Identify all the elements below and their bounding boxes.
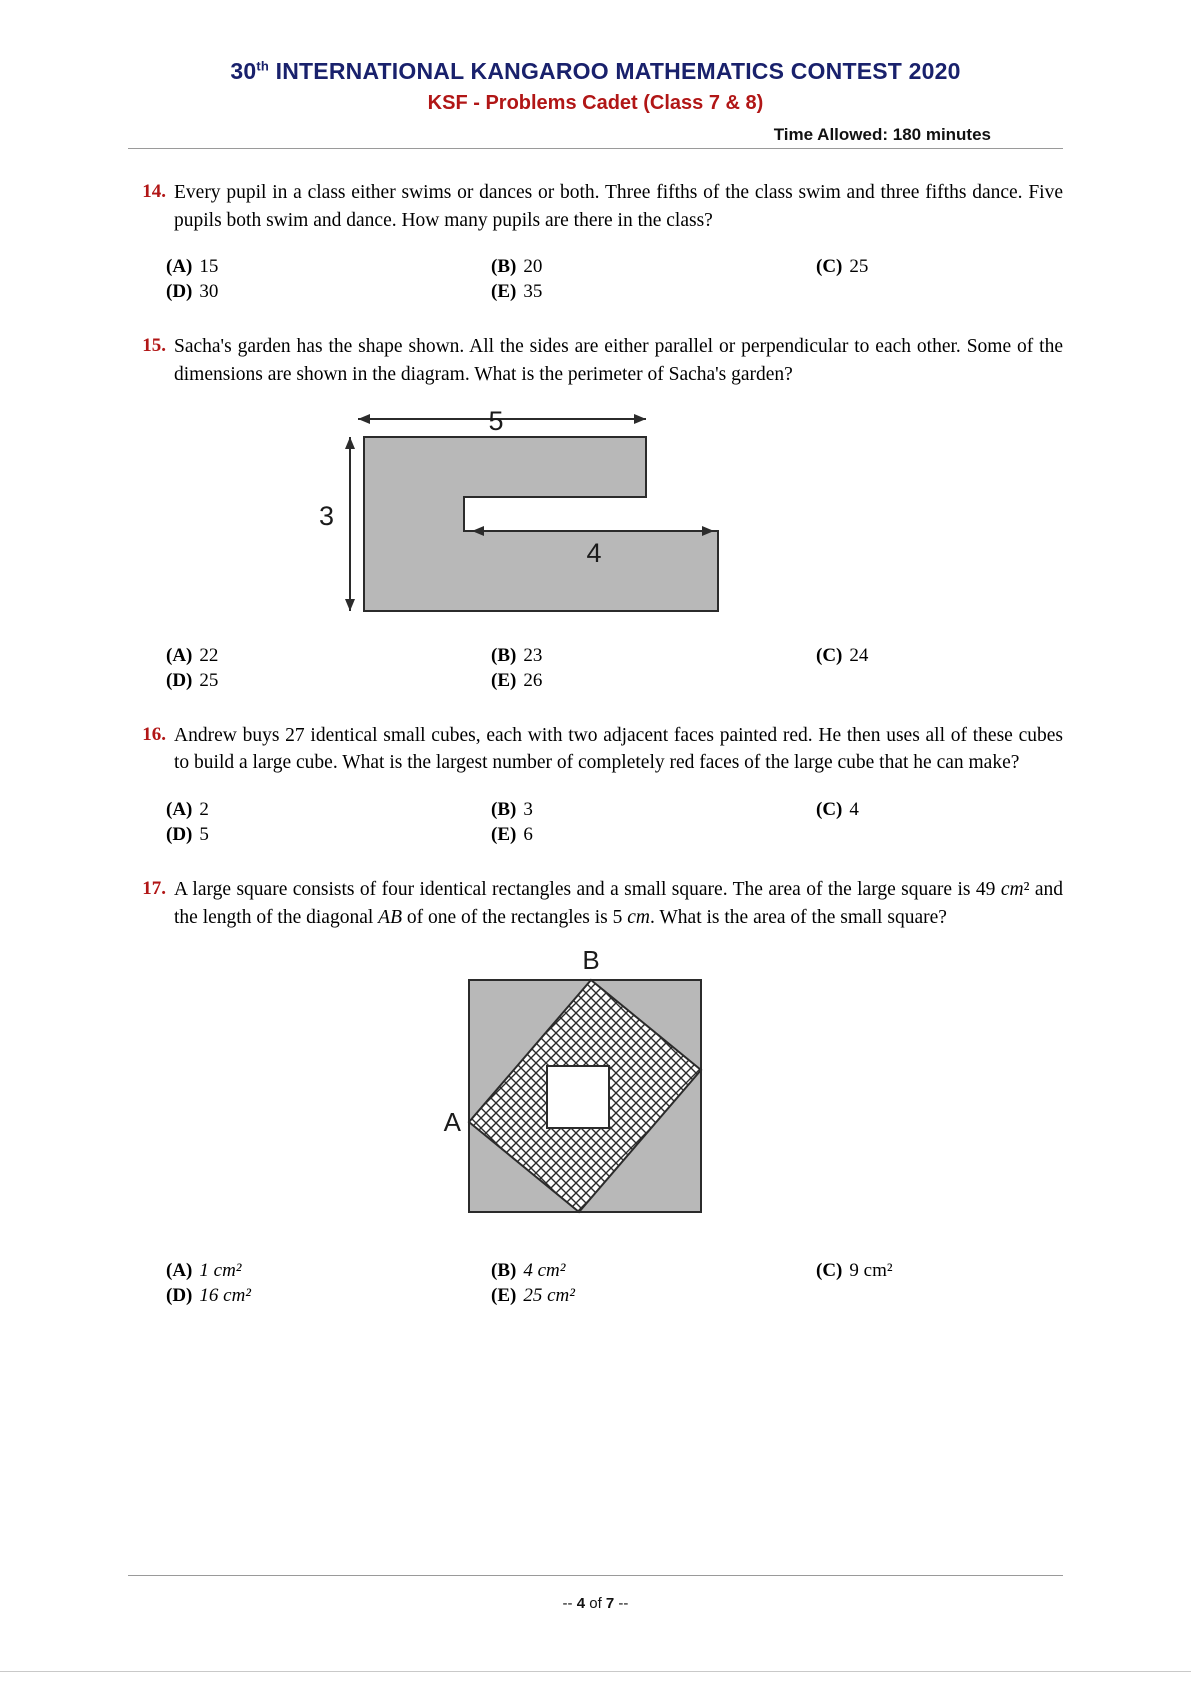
option-d[interactable] xyxy=(166,1285,491,1307)
header-divider xyxy=(128,148,1063,149)
option-value: 25 xyxy=(199,669,219,691)
option-value: 1 cm² xyxy=(199,1259,242,1281)
arrow-head-up-icon xyxy=(345,437,355,449)
label-inner: 4 xyxy=(585,537,602,568)
question-16-options xyxy=(166,799,1063,846)
question-17 xyxy=(128,876,1063,931)
label-top: 5 xyxy=(487,405,504,436)
option-value: 35 xyxy=(523,281,543,303)
page-footer xyxy=(0,1595,1191,1612)
q17-unit-1: cm xyxy=(1000,879,1024,901)
option-a[interactable] xyxy=(166,256,491,278)
option-row xyxy=(166,1260,1063,1282)
option-c[interactable] xyxy=(816,256,868,278)
garden-shape-diagram xyxy=(318,405,856,623)
option-d[interactable] xyxy=(166,824,491,846)
footer-divider xyxy=(128,1575,1063,1576)
option-row xyxy=(166,1285,1063,1307)
option-key: (A) xyxy=(166,256,193,278)
question-text: Every pupil in a class either swims or dances or both. Three fifths of the class swim and three fifths dance. Five pupils both swim and dance. How many pupils are there in the class? xyxy=(174,182,1063,231)
time-allowed: Time Allowed: 180 minutes xyxy=(773,125,991,144)
pinwheel-square-diagram xyxy=(431,944,761,1238)
option-value: 4 xyxy=(849,799,859,821)
option-key: (D) xyxy=(166,669,193,691)
option-row xyxy=(166,824,1063,846)
option-value: 3 xyxy=(523,799,533,821)
option-b[interactable] xyxy=(491,799,816,821)
question-text xyxy=(174,876,1063,931)
q17-part-2: ² and the length of the diagonal xyxy=(174,879,1063,928)
option-value: 25 cm² xyxy=(523,1284,575,1306)
questions-container xyxy=(128,179,1063,1307)
question-15 xyxy=(128,333,1063,388)
label-left: 3 xyxy=(318,500,334,531)
q17-part-3: of one of the rectangles is 5 xyxy=(401,906,628,928)
contest-title-ordinal: 30 xyxy=(230,58,257,84)
option-key: (E) xyxy=(491,669,517,691)
option-a[interactable] xyxy=(166,1260,491,1282)
option-value: 24 xyxy=(849,644,869,666)
label-b: B xyxy=(581,944,600,975)
option-key: (B) xyxy=(491,256,517,278)
q17-unit-2: cm xyxy=(627,906,650,928)
question-number: 17. xyxy=(142,878,166,900)
question-14-options xyxy=(166,256,1063,303)
option-key: (D) xyxy=(166,1284,193,1306)
option-value: 23 xyxy=(523,644,543,666)
footer-middle: of xyxy=(585,1595,606,1612)
option-key: (C) xyxy=(816,799,843,821)
option-b[interactable] xyxy=(491,256,816,278)
q17-part-4: . What is the area of the small square? xyxy=(650,906,947,928)
footer-page-number: 4 xyxy=(576,1595,586,1612)
footer-prefix: -- xyxy=(562,1595,577,1612)
option-value: 4 cm² xyxy=(523,1259,566,1281)
option-a[interactable] xyxy=(166,645,491,667)
footer-suffix: -- xyxy=(614,1595,629,1612)
figure-garden-shape xyxy=(128,405,1063,623)
option-e[interactable] xyxy=(491,281,816,303)
option-a[interactable] xyxy=(166,799,491,821)
page-bottom-edge xyxy=(0,1671,1191,1684)
contest-subtitle: KSF - Problems Cadet (Class 7 & 8) xyxy=(427,92,764,114)
option-value: 2 xyxy=(199,799,209,821)
contest-title-ordinal-suffix: th xyxy=(256,58,270,74)
page-header xyxy=(0,0,1191,145)
option-key: (D) xyxy=(166,281,193,303)
option-d[interactable] xyxy=(166,670,491,692)
arrow-head-down-icon xyxy=(345,599,355,611)
q17-segment-label: AB xyxy=(378,906,402,928)
option-value: 22 xyxy=(199,644,219,666)
option-value: 5 xyxy=(199,824,209,846)
option-key: (E) xyxy=(491,1284,517,1306)
option-key: (C) xyxy=(816,644,843,666)
option-key: (C) xyxy=(816,256,843,278)
garden-polygon xyxy=(364,437,718,611)
contest-title-main: INTERNATIONAL KANGAROO MATHEMATICS CONTEST 2020 xyxy=(275,58,961,84)
option-row xyxy=(166,645,1063,667)
footer-total-pages: 7 xyxy=(605,1595,615,1612)
option-value: 30 xyxy=(199,281,219,303)
option-e[interactable] xyxy=(491,670,816,692)
q17-part-1: A large square consists of four identical rectangles and a small square. The area of the large square is 49 xyxy=(174,879,1001,901)
option-key: (B) xyxy=(491,1259,517,1281)
small-square xyxy=(547,1066,609,1128)
option-value: 15 xyxy=(199,256,219,278)
option-key: (E) xyxy=(491,824,517,846)
question-number: 16. xyxy=(142,723,166,745)
option-value: 16 cm² xyxy=(199,1284,251,1306)
option-b[interactable] xyxy=(491,1260,816,1282)
question-text: Andrew buys 27 identical small cubes, each with two adjacent faces painted red. He then uses all of these cubes to build a large cube. What is the largest number of completely red faces of the large cube that he can make? xyxy=(174,724,1063,774)
option-key: (A) xyxy=(166,644,193,666)
question-number: 14. xyxy=(142,181,166,202)
option-key: (B) xyxy=(491,644,517,666)
option-e[interactable] xyxy=(491,824,816,846)
option-b[interactable] xyxy=(491,645,816,667)
option-value: 26 xyxy=(523,669,543,691)
option-row xyxy=(166,799,1063,821)
question-number: 15. xyxy=(142,335,166,357)
option-key: (A) xyxy=(166,1259,193,1281)
option-row xyxy=(166,670,1063,692)
option-e[interactable] xyxy=(491,1285,816,1307)
question-14 xyxy=(128,179,1063,234)
option-row xyxy=(166,256,1063,278)
option-d[interactable] xyxy=(166,281,491,303)
option-value: 20 xyxy=(523,256,543,278)
option-value: 6 xyxy=(523,824,533,846)
arrow-head-right-icon xyxy=(634,414,646,424)
option-key: (B) xyxy=(491,799,517,821)
option-key: (E) xyxy=(491,281,517,303)
option-row xyxy=(166,281,1063,303)
question-text: Sacha's garden has the shape shown. All the sides are either parallel or perpendicular to each other. Some of the dimensions are shown in the diagram. What is the perimeter of Sacha's garden? xyxy=(174,336,1063,386)
question-15-options xyxy=(166,645,1063,692)
option-key: (D) xyxy=(166,824,193,846)
figure-pinwheel-square xyxy=(128,944,1063,1238)
arrow-head-left-icon xyxy=(358,414,370,424)
option-c[interactable] xyxy=(816,645,868,667)
option-key: (C) xyxy=(816,1259,843,1281)
label-a: A xyxy=(443,1106,461,1137)
contest-title xyxy=(0,58,1191,85)
question-17-options xyxy=(166,1260,1063,1307)
option-key: (A) xyxy=(166,799,193,821)
option-c[interactable] xyxy=(816,1260,893,1282)
option-value: 9 cm² xyxy=(849,1259,893,1281)
option-c[interactable] xyxy=(816,799,859,821)
option-value: 25 xyxy=(849,256,869,278)
question-16 xyxy=(128,722,1063,777)
